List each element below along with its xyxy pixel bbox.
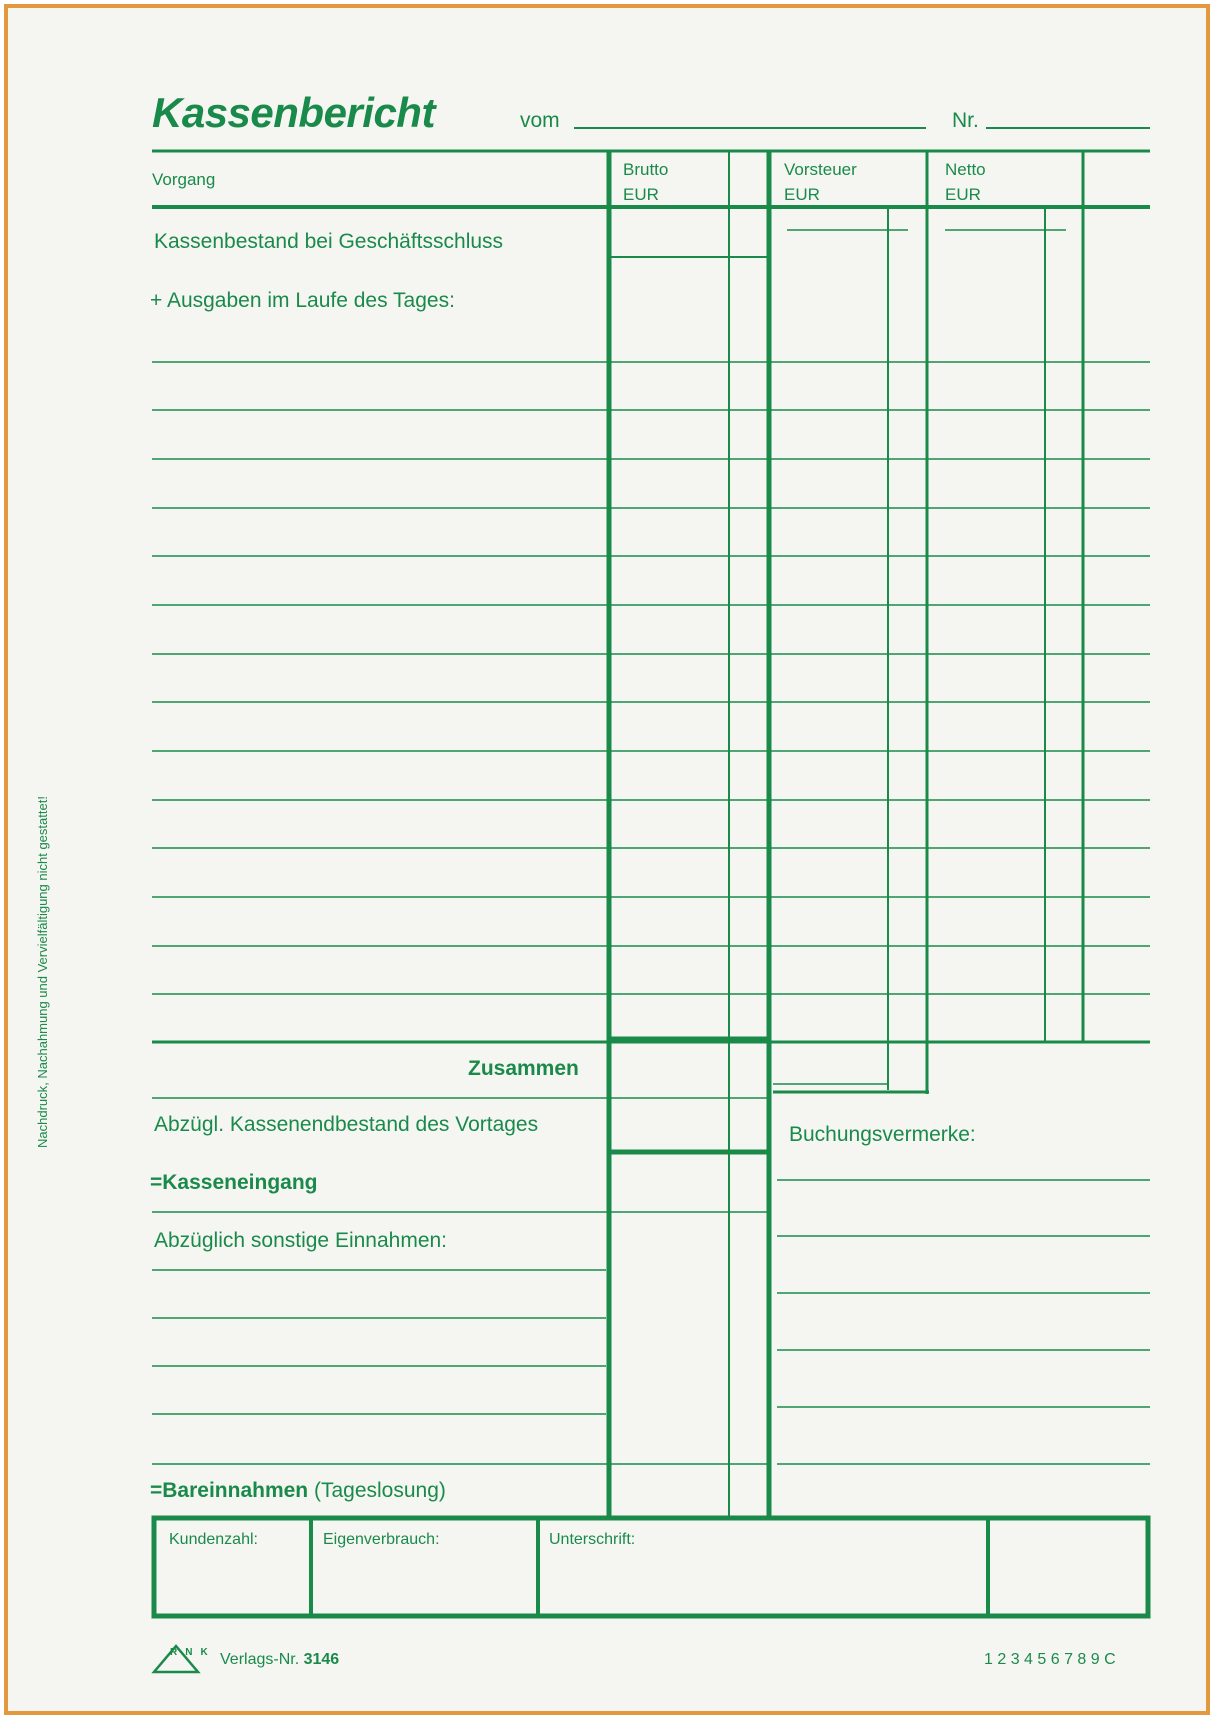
row-abzuegl-vortag: Abzügl. Kassenendbestand des Vortages: [154, 1113, 539, 1136]
row-kassenbestand: Kassenbestand bei Geschäftsschluss: [154, 230, 504, 253]
column-brutto: Brutto: [623, 160, 669, 179]
column-vorsteuer-unit: EUR: [784, 185, 820, 204]
column-netto-unit: EUR: [945, 185, 981, 204]
vom-label: vom: [520, 109, 560, 132]
logo-letters: RNK: [170, 1647, 216, 1658]
form-title: Kassenbericht: [152, 89, 435, 136]
column-netto: Netto: [945, 160, 986, 179]
buchungsvermerke-lines: [777, 1180, 1150, 1464]
row-kasseneingang: [150, 1172, 317, 1193]
row-ausgaben: + Ausgaben im Laufe des Tages:: [150, 289, 455, 312]
bareinnahmen-suffix: (Tageslosung): [313, 1479, 446, 1502]
column-vorsteuer: Vorsteuer: [784, 160, 857, 179]
equals-sign: =: [150, 1171, 163, 1194]
buchungsvermerke-label: Buchungsvermerke:: [789, 1123, 976, 1146]
eigenverbrauch-label: Eigenverbrauch:: [323, 1531, 440, 1548]
column-brutto-unit: EUR: [623, 185, 659, 204]
row-sonstige: Abzüglich sonstige Einnahmen:: [154, 1229, 448, 1252]
column-vorgang: Vorgang: [152, 170, 216, 189]
unterschrift-label: Unterschrift:: [549, 1531, 636, 1548]
equals-sign: =: [150, 1479, 163, 1502]
kasseneingang-label: Kasseneingang: [162, 1171, 318, 1194]
copyright-notice: Nachdruck, Nachahmung und Vervielfältigung nicht gestattet!: [35, 796, 50, 1148]
sonstige-lines: [152, 1270, 767, 1464]
verlag-label: Verlags-Nr.: [220, 1651, 300, 1668]
row-bareinnahmen: [150, 1480, 446, 1501]
kundenzahl-label: Kundenzahl:: [169, 1531, 258, 1548]
bareinnahmen-label: Bareinnahmen: [162, 1479, 309, 1502]
print-code: 1 2 3 4 5 6 7 8 9 C: [984, 1651, 1116, 1668]
nr-label: Nr.: [952, 109, 979, 132]
row-zusammen: Zusammen: [468, 1057, 579, 1080]
entry-lines: [152, 362, 1150, 994]
verlag-line: [220, 1652, 339, 1668]
footer-box-frame: [154, 1518, 1148, 1616]
verlag-number: 3146: [303, 1651, 340, 1668]
